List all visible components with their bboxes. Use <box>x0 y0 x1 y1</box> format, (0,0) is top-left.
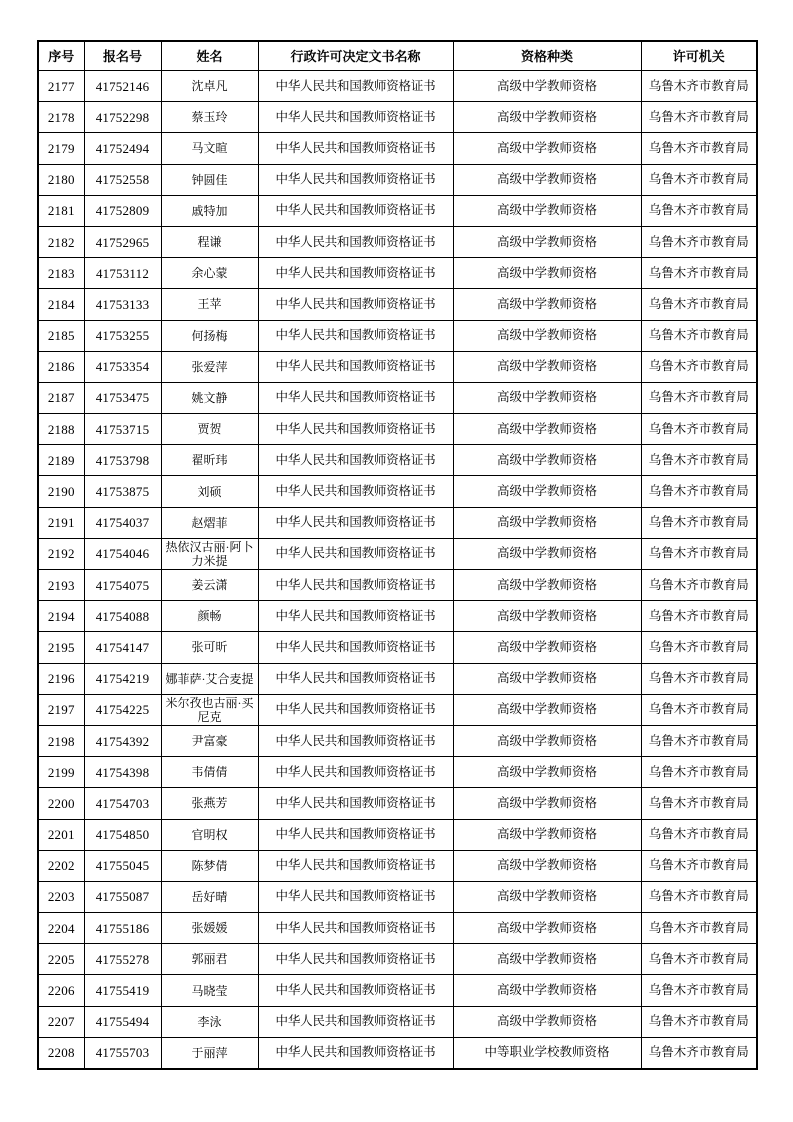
cell-document-name: 中华人民共和国教师资格证书 <box>258 788 453 819</box>
cell-serial-number: 2200 <box>38 788 84 819</box>
cell-name: 马文暄 <box>161 133 258 164</box>
cell-serial-number: 2194 <box>38 601 84 632</box>
cell-licensing-authority: 乌鲁木齐市教育局 <box>641 725 757 756</box>
cell-document-name: 中华人民共和国教师资格证书 <box>258 382 453 413</box>
table-row <box>38 913 757 944</box>
cell-name: 张媛媛 <box>161 913 258 944</box>
cell-serial-number: 2204 <box>38 913 84 944</box>
cell-registration-number: 41752494 <box>84 133 161 164</box>
table-row <box>38 663 757 694</box>
cell-document-name: 中华人民共和国教师资格证书 <box>258 975 453 1006</box>
cell-document-name: 中华人民共和国教师资格证书 <box>258 351 453 382</box>
cell-document-name: 中华人民共和国教师资格证书 <box>258 507 453 538</box>
cell-qualification-type: 高级中学教师资格 <box>453 351 641 382</box>
cell-qualification-type: 高级中学教师资格 <box>453 507 641 538</box>
cell-serial-number: 2192 <box>38 538 84 569</box>
cell-registration-number: 41755494 <box>84 1006 161 1037</box>
cell-serial-number: 2180 <box>38 164 84 195</box>
cell-serial-number: 2199 <box>38 757 84 788</box>
cell-name: 翟昕玮 <box>161 445 258 476</box>
cell-name: 贾贺 <box>161 414 258 445</box>
table-row <box>38 757 757 788</box>
cell-serial-number: 2188 <box>38 414 84 445</box>
cell-serial-number: 2201 <box>38 819 84 850</box>
cell-registration-number: 41752298 <box>84 102 161 133</box>
cell-licensing-authority: 乌鲁木齐市教育局 <box>641 414 757 445</box>
cell-document-name: 中华人民共和国教师资格证书 <box>258 725 453 756</box>
cell-licensing-authority: 乌鲁木齐市教育局 <box>641 975 757 1006</box>
table-row <box>38 632 757 663</box>
cell-name: 陈梦倩 <box>161 850 258 881</box>
cell-registration-number: 41753133 <box>84 289 161 320</box>
cell-qualification-type: 高级中学教师资格 <box>453 570 641 601</box>
cell-document-name: 中华人民共和国教师资格证书 <box>258 601 453 632</box>
cell-registration-number: 41753255 <box>84 320 161 351</box>
cell-registration-number: 41753112 <box>84 258 161 289</box>
cell-name: 王苹 <box>161 289 258 320</box>
table-row <box>38 819 757 850</box>
cell-licensing-authority: 乌鲁木齐市教育局 <box>641 382 757 413</box>
cell-registration-number: 41753798 <box>84 445 161 476</box>
cell-name: 姜云潇 <box>161 570 258 601</box>
cell-name: 于丽萍 <box>161 1037 258 1069</box>
cell-licensing-authority: 乌鲁木齐市教育局 <box>641 663 757 694</box>
table-row <box>38 570 757 601</box>
cell-licensing-authority: 乌鲁木齐市教育局 <box>641 445 757 476</box>
table-row <box>38 507 757 538</box>
table-row <box>38 881 757 912</box>
cell-qualification-type: 高级中学教师资格 <box>453 258 641 289</box>
cell-qualification-type: 高级中学教师资格 <box>453 725 641 756</box>
cell-serial-number: 2203 <box>38 881 84 912</box>
cell-document-name: 中华人民共和国教师资格证书 <box>258 476 453 507</box>
cell-licensing-authority: 乌鲁木齐市教育局 <box>641 913 757 944</box>
cell-name: 郭丽君 <box>161 944 258 975</box>
cell-licensing-authority: 乌鲁木齐市教育局 <box>641 538 757 569</box>
cell-qualification-type: 高级中学教师资格 <box>453 819 641 850</box>
cell-name: 赵熠菲 <box>161 507 258 538</box>
cell-qualification-type: 高级中学教师资格 <box>453 757 641 788</box>
cell-name: 官明权 <box>161 819 258 850</box>
cell-name: 热依汉古丽·阿卜力米提 <box>161 538 258 569</box>
table-row <box>38 788 757 819</box>
cell-name: 尹富豪 <box>161 725 258 756</box>
cell-document-name: 中华人民共和国教师资格证书 <box>258 445 453 476</box>
cell-qualification-type: 高级中学教师资格 <box>453 164 641 195</box>
table-row <box>38 445 757 476</box>
cell-serial-number: 2207 <box>38 1006 84 1037</box>
table-row <box>38 133 757 164</box>
cell-serial-number: 2191 <box>38 507 84 538</box>
cell-registration-number: 41755419 <box>84 975 161 1006</box>
cell-qualification-type: 高级中学教师资格 <box>453 102 641 133</box>
cell-qualification-type: 高级中学教师资格 <box>453 1006 641 1037</box>
cell-serial-number: 2195 <box>38 632 84 663</box>
cell-document-name: 中华人民共和国教师资格证书 <box>258 1006 453 1037</box>
cell-registration-number: 41752146 <box>84 71 161 102</box>
cell-registration-number: 41753715 <box>84 414 161 445</box>
cell-qualification-type: 高级中学教师资格 <box>453 975 641 1006</box>
cell-document-name: 中华人民共和国教师资格证书 <box>258 320 453 351</box>
cell-serial-number: 2187 <box>38 382 84 413</box>
cell-qualification-type: 高级中学教师资格 <box>453 320 641 351</box>
cell-registration-number: 41753475 <box>84 382 161 413</box>
cell-licensing-authority: 乌鲁木齐市教育局 <box>641 788 757 819</box>
cell-registration-number: 41754398 <box>84 757 161 788</box>
cell-serial-number: 2208 <box>38 1037 84 1069</box>
table-row <box>38 320 757 351</box>
cell-serial-number: 2182 <box>38 226 84 257</box>
cell-serial-number: 2181 <box>38 195 84 226</box>
cell-document-name: 中华人民共和国教师资格证书 <box>258 663 453 694</box>
cell-qualification-type: 高级中学教师资格 <box>453 850 641 881</box>
table-row <box>38 102 757 133</box>
table-row <box>38 694 757 725</box>
cell-name: 张爱萍 <box>161 351 258 382</box>
table-row <box>38 1037 757 1069</box>
table-row <box>38 351 757 382</box>
cell-serial-number: 2193 <box>38 570 84 601</box>
cell-serial-number: 2190 <box>38 476 84 507</box>
cell-serial-number: 2177 <box>38 71 84 102</box>
table-row <box>38 195 757 226</box>
table-row <box>38 975 757 1006</box>
cell-qualification-type: 高级中学教师资格 <box>453 538 641 569</box>
cell-licensing-authority: 乌鲁木齐市教育局 <box>641 102 757 133</box>
table-row <box>38 1006 757 1037</box>
table-row <box>38 538 757 569</box>
cell-name: 张燕芳 <box>161 788 258 819</box>
column-header-serial-number: 序号 <box>38 41 84 71</box>
cell-name: 颜畅 <box>161 601 258 632</box>
table-row <box>38 226 757 257</box>
cell-licensing-authority: 乌鲁木齐市教育局 <box>641 476 757 507</box>
cell-name: 蔡玉玲 <box>161 102 258 133</box>
cell-registration-number: 41754225 <box>84 694 161 725</box>
cell-registration-number: 41755045 <box>84 850 161 881</box>
cell-name: 姚文静 <box>161 382 258 413</box>
cell-registration-number: 41754088 <box>84 601 161 632</box>
cell-document-name: 中华人民共和国教师资格证书 <box>258 195 453 226</box>
cell-name: 韦倩倩 <box>161 757 258 788</box>
cell-document-name: 中华人民共和国教师资格证书 <box>258 71 453 102</box>
cell-name: 戚特加 <box>161 195 258 226</box>
cell-licensing-authority: 乌鲁木齐市教育局 <box>641 289 757 320</box>
cell-name: 马晓莹 <box>161 975 258 1006</box>
cell-qualification-type: 高级中学教师资格 <box>453 445 641 476</box>
column-header-registration-number: 报名号 <box>84 41 161 71</box>
cell-qualification-type: 高级中学教师资格 <box>453 414 641 445</box>
cell-qualification-type: 高级中学教师资格 <box>453 694 641 725</box>
certificate-table <box>37 40 758 1070</box>
cell-qualification-type: 高级中学教师资格 <box>453 632 641 663</box>
cell-qualification-type: 高级中学教师资格 <box>453 226 641 257</box>
cell-licensing-authority: 乌鲁木齐市教育局 <box>641 819 757 850</box>
cell-name: 米尔孜也古丽·买尼克 <box>161 694 258 725</box>
cell-qualification-type: 高级中学教师资格 <box>453 913 641 944</box>
cell-registration-number: 41754850 <box>84 819 161 850</box>
cell-name: 李泳 <box>161 1006 258 1037</box>
cell-document-name: 中华人民共和国教师资格证书 <box>258 819 453 850</box>
cell-serial-number: 2206 <box>38 975 84 1006</box>
cell-document-name: 中华人民共和国教师资格证书 <box>258 538 453 569</box>
cell-document-name: 中华人民共和国教师资格证书 <box>258 414 453 445</box>
cell-name: 程谦 <box>161 226 258 257</box>
cell-licensing-authority: 乌鲁木齐市教育局 <box>641 944 757 975</box>
cell-serial-number: 2196 <box>38 663 84 694</box>
table-row <box>38 944 757 975</box>
cell-registration-number: 41755703 <box>84 1037 161 1069</box>
cell-serial-number: 2197 <box>38 694 84 725</box>
cell-registration-number: 41754703 <box>84 788 161 819</box>
cell-document-name: 中华人民共和国教师资格证书 <box>258 632 453 663</box>
cell-registration-number: 41752558 <box>84 164 161 195</box>
cell-qualification-type: 高级中学教师资格 <box>453 133 641 164</box>
cell-qualification-type: 高级中学教师资格 <box>453 289 641 320</box>
cell-name: 余心蒙 <box>161 258 258 289</box>
table-row <box>38 164 757 195</box>
table-row <box>38 414 757 445</box>
cell-document-name: 中华人民共和国教师资格证书 <box>258 164 453 195</box>
cell-document-name: 中华人民共和国教师资格证书 <box>258 913 453 944</box>
cell-qualification-type: 中等职业学校教师资格 <box>453 1037 641 1069</box>
cell-name: 张可昕 <box>161 632 258 663</box>
column-header-name: 姓名 <box>161 41 258 71</box>
table-row <box>38 71 757 102</box>
cell-registration-number: 41754147 <box>84 632 161 663</box>
cell-licensing-authority: 乌鲁木齐市教育局 <box>641 694 757 725</box>
cell-document-name: 中华人民共和国教师资格证书 <box>258 944 453 975</box>
cell-serial-number: 2202 <box>38 850 84 881</box>
cell-registration-number: 41753875 <box>84 476 161 507</box>
cell-document-name: 中华人民共和国教师资格证书 <box>258 226 453 257</box>
cell-serial-number: 2179 <box>38 133 84 164</box>
cell-qualification-type: 高级中学教师资格 <box>453 195 641 226</box>
column-header-qualification-type: 资格种类 <box>453 41 641 71</box>
cell-document-name: 中华人民共和国教师资格证书 <box>258 757 453 788</box>
cell-registration-number: 41754037 <box>84 507 161 538</box>
cell-document-name: 中华人民共和国教师资格证书 <box>258 102 453 133</box>
cell-document-name: 中华人民共和国教师资格证书 <box>258 289 453 320</box>
cell-qualification-type: 高级中学教师资格 <box>453 382 641 413</box>
cell-licensing-authority: 乌鲁木齐市教育局 <box>641 320 757 351</box>
cell-licensing-authority: 乌鲁木齐市教育局 <box>641 195 757 226</box>
cell-licensing-authority: 乌鲁木齐市教育局 <box>641 351 757 382</box>
table-row <box>38 476 757 507</box>
cell-serial-number: 2183 <box>38 258 84 289</box>
cell-name: 岳好晴 <box>161 881 258 912</box>
cell-qualification-type: 高级中学教师资格 <box>453 788 641 819</box>
cell-document-name: 中华人民共和国教师资格证书 <box>258 881 453 912</box>
table-row <box>38 258 757 289</box>
cell-registration-number: 41752965 <box>84 226 161 257</box>
table-row <box>38 382 757 413</box>
cell-licensing-authority: 乌鲁木齐市教育局 <box>641 881 757 912</box>
cell-name: 钟圆佳 <box>161 164 258 195</box>
cell-serial-number: 2186 <box>38 351 84 382</box>
cell-serial-number: 2178 <box>38 102 84 133</box>
cell-licensing-authority: 乌鲁木齐市教育局 <box>641 226 757 257</box>
table-row <box>38 289 757 320</box>
cell-qualification-type: 高级中学教师资格 <box>453 71 641 102</box>
cell-qualification-type: 高级中学教师资格 <box>453 663 641 694</box>
table-header <box>38 41 757 71</box>
table-body <box>38 71 757 1070</box>
cell-serial-number: 2184 <box>38 289 84 320</box>
cell-licensing-authority: 乌鲁木齐市教育局 <box>641 164 757 195</box>
cell-registration-number: 41754219 <box>84 663 161 694</box>
cell-registration-number: 41753354 <box>84 351 161 382</box>
cell-registration-number: 41754075 <box>84 570 161 601</box>
cell-licensing-authority: 乌鲁木齐市教育局 <box>641 258 757 289</box>
cell-licensing-authority: 乌鲁木齐市教育局 <box>641 1006 757 1037</box>
table-row <box>38 601 757 632</box>
column-header-licensing-authority: 许可机关 <box>641 41 757 71</box>
cell-licensing-authority: 乌鲁木齐市教育局 <box>641 71 757 102</box>
cell-registration-number: 41752809 <box>84 195 161 226</box>
cell-licensing-authority: 乌鲁木齐市教育局 <box>641 757 757 788</box>
cell-licensing-authority: 乌鲁木齐市教育局 <box>641 632 757 663</box>
cell-licensing-authority: 乌鲁木齐市教育局 <box>641 570 757 601</box>
cell-licensing-authority: 乌鲁木齐市教育局 <box>641 601 757 632</box>
cell-document-name: 中华人民共和国教师资格证书 <box>258 1037 453 1069</box>
cell-document-name: 中华人民共和国教师资格证书 <box>258 694 453 725</box>
cell-serial-number: 2205 <box>38 944 84 975</box>
cell-licensing-authority: 乌鲁木齐市教育局 <box>641 507 757 538</box>
column-header-document-name: 行政许可决定文书名称 <box>258 41 453 71</box>
cell-document-name: 中华人民共和国教师资格证书 <box>258 850 453 881</box>
cell-name: 刘硕 <box>161 476 258 507</box>
cell-serial-number: 2198 <box>38 725 84 756</box>
cell-document-name: 中华人民共和国教师资格证书 <box>258 570 453 601</box>
cell-qualification-type: 高级中学教师资格 <box>453 881 641 912</box>
cell-name: 何扬梅 <box>161 320 258 351</box>
cell-licensing-authority: 乌鲁木齐市教育局 <box>641 133 757 164</box>
table-row <box>38 850 757 881</box>
cell-qualification-type: 高级中学教师资格 <box>453 601 641 632</box>
cell-registration-number: 41754046 <box>84 538 161 569</box>
cell-licensing-authority: 乌鲁木齐市教育局 <box>641 1037 757 1069</box>
table-row <box>38 725 757 756</box>
cell-document-name: 中华人民共和国教师资格证书 <box>258 258 453 289</box>
cell-registration-number: 41755087 <box>84 881 161 912</box>
cell-serial-number: 2185 <box>38 320 84 351</box>
cell-registration-number: 41755278 <box>84 944 161 975</box>
cell-qualification-type: 高级中学教师资格 <box>453 944 641 975</box>
cell-registration-number: 41755186 <box>84 913 161 944</box>
cell-licensing-authority: 乌鲁木齐市教育局 <box>641 850 757 881</box>
cell-qualification-type: 高级中学教师资格 <box>453 476 641 507</box>
cell-name: 沈卓凡 <box>161 71 258 102</box>
header-row <box>38 41 757 71</box>
cell-document-name: 中华人民共和国教师资格证书 <box>258 133 453 164</box>
cell-registration-number: 41754392 <box>84 725 161 756</box>
cell-serial-number: 2189 <box>38 445 84 476</box>
cell-name: 娜菲萨·艾合麦提 <box>161 663 258 694</box>
